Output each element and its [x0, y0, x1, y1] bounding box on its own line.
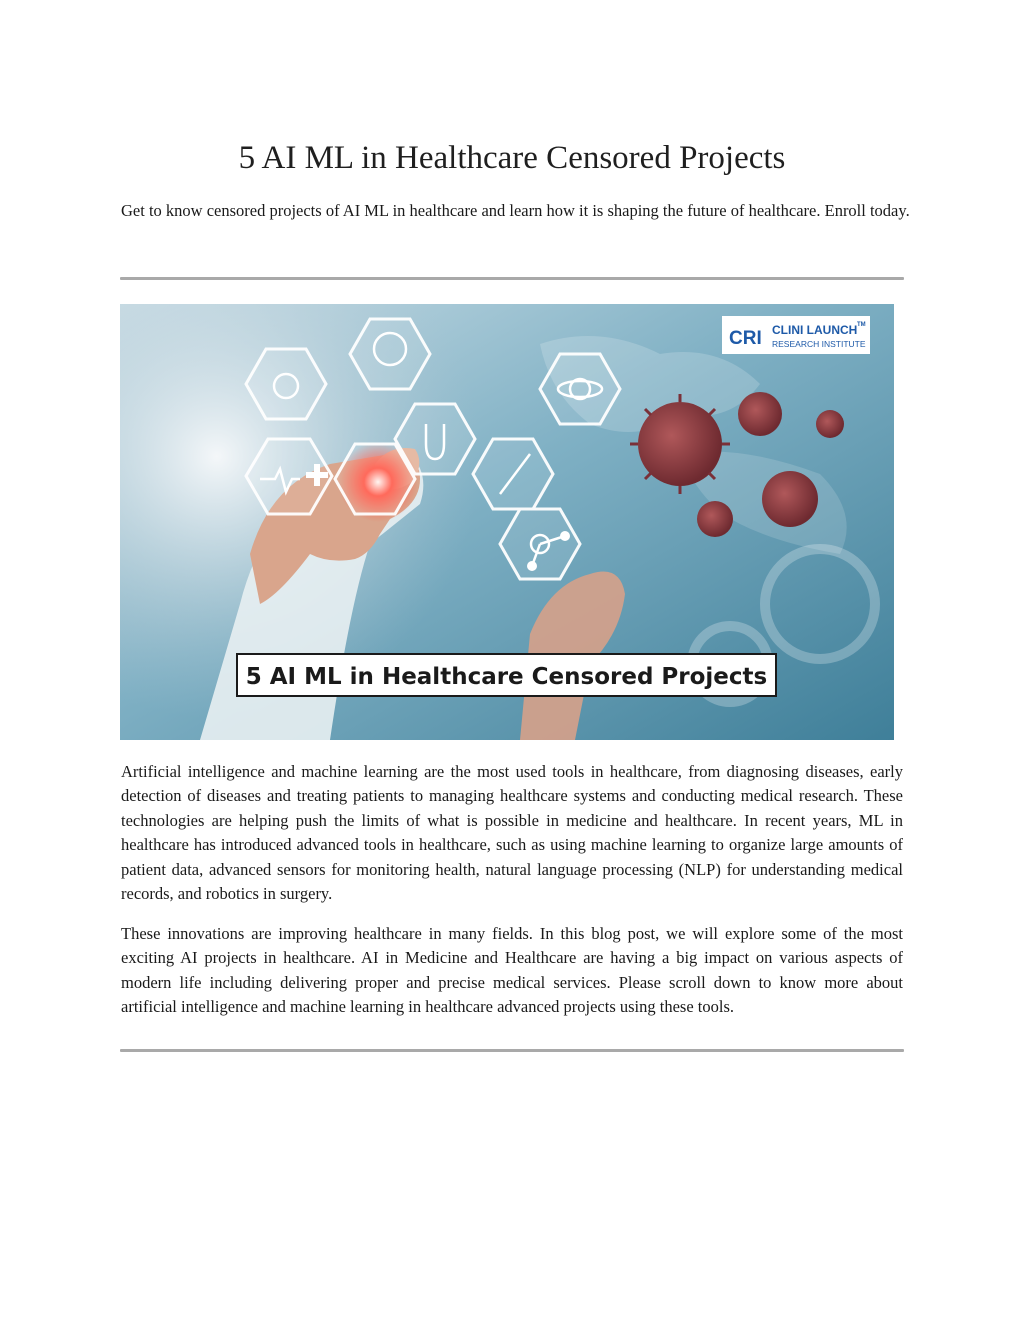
logo-tm: TM: [857, 322, 866, 328]
logo-mark: CRI: [729, 328, 762, 349]
logo-name: CLINI LAUNCH: [772, 323, 858, 337]
bottom-divider: [120, 1049, 904, 1052]
page-title: 5 AI ML in Healthcare Censored Projects: [238, 140, 786, 176]
hero-image: [120, 304, 894, 740]
clini-launch-logo: [722, 316, 870, 354]
hero-banner: [237, 654, 776, 696]
hero-banner-text: 5 AI ML in Healthcare Censored Projects: [245, 664, 768, 690]
logo-subtitle: RESEARCH INSTITUTE: [772, 339, 866, 349]
top-divider: [120, 277, 904, 280]
body-paragraph-1: Artificial intelligence and machine learning are the most used tools in healthcare, from diagnosing diseases, early detection of diseases and treating patients to managing healthcare systems and conducting medical research. These technologies are helping push the limits of what is possible in medicine and healthcare. In recent years, ML in healthcare has introduced advanced tools in healthcare, such as using machine learning to organize large amounts of patient data, advanced sensors for monitoring health, natural language processing (NLP) for understanding medical records, and robotics in surgery.: [121, 762, 903, 904]
article-subtitle: Get to know censored projects of AI ML in healthcare and learn how it is shaping the future of healthcare. Enroll today.: [121, 201, 910, 220]
body-paragraph-2: These innovations are improving healthcare in many fields. In this blog post, we will explore some of the most exciting AI projects in healthcare. AI in Medicine and Healthcare are having a big impact on various aspects of modern life including delivering proper and precise medical services. Please scroll down to know more about artificial intelligence and machine learning in healthcare advanced projects using these tools.: [121, 924, 903, 1017]
